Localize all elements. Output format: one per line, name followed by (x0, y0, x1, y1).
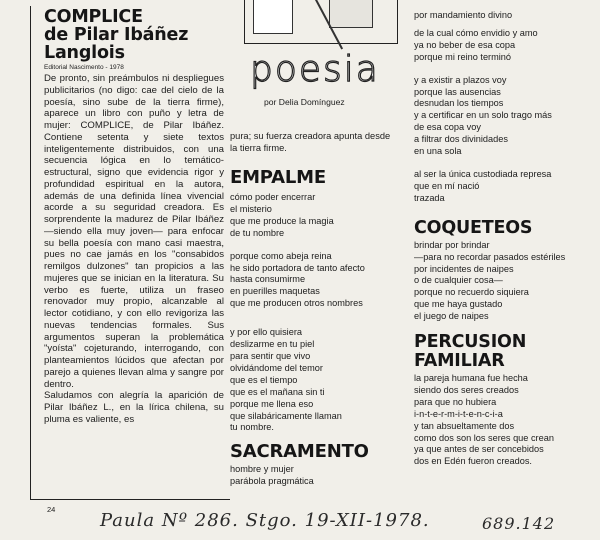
poem-line: en puerilles maquetas (230, 286, 320, 297)
middle-column (230, 131, 400, 499)
poem-line: al ser la única custodiada represa (414, 168, 552, 179)
stanza (414, 28, 594, 64)
book-publisher: Editorial Nascimento - 1978 (44, 64, 124, 71)
window-pane-left (253, 0, 293, 34)
window-pane-right (329, 0, 373, 28)
poem-line: porque no recuerdo siquiera (414, 287, 529, 298)
poem-line: y tan absueltamente dos (414, 420, 515, 431)
stanza (414, 10, 594, 22)
poem-line: desnudan los tiempos (414, 98, 504, 109)
poem-line: de esa copa voy (414, 122, 481, 133)
poem-line: que me haya gustado (414, 299, 503, 310)
poem-line: de la cual cómo envidio y amo (414, 27, 538, 38)
poem-line: tu nombre. (230, 422, 274, 433)
poem-line: hasta consumirme (230, 274, 306, 285)
poem-title-empalme: EMPALME (230, 167, 326, 188)
poem-title-sacramento: SACRAMENTO (230, 441, 369, 463)
poem-line: porque las ausencias (414, 86, 501, 97)
poem-line: y por ello quisiera (230, 327, 303, 338)
poem-line: que es el mañana sin ti (230, 386, 325, 397)
poem-line: siendo dos seres creados (414, 384, 519, 395)
poem-line: porque me llena eso (230, 398, 314, 409)
poem-line: que silabáricamente llaman (230, 410, 342, 421)
poem-line: parábola pragmática (230, 476, 314, 487)
poem-line: ya no beber de esa copa (414, 39, 516, 50)
poem-line: i-n-t-e-r-m-i-t-e-n-c-i-a (414, 408, 503, 419)
poem-line: olvidándome del temor (230, 362, 323, 373)
poem-line: la pareja humana fue hecha (414, 373, 528, 384)
stanza (414, 75, 594, 158)
poem-line: de tu nombre (230, 227, 285, 238)
poem-line: trazada (414, 192, 445, 203)
poem-line: hombre y mujer (230, 464, 294, 475)
poem-line: ya que antes de ser concebidos (414, 444, 544, 455)
handwritten-catalog-code: 689.142 (482, 514, 556, 533)
poem-line: cómo poder encerrar (230, 192, 316, 202)
poem-line: y a existir a plazos voy (414, 74, 507, 85)
review-text: De pronto, sin preámbulos ni despliegues publicitarios (no digo: cae del cielo de la poesía, sino sube de la tierra firme), aparece un libro con puño y letra de mujer: COMPLICE, de Pilar Ibáñez. Contiene setenta y siete textos inteligentemente distribuidos, con una secuencia lógica en lo temático-estructural, signo que evidencia rigor y profundidad espiritual en la autora, además de una definida línea vivencial acorde a su seguridad creadora. Es sorprendente la madurez de Pilar Ibáñez —siendo ella muy joven— para enfocar su bella poesía con mano casi maestra, pues no cae jamás en los "consabidos remilgos dulzones" tan propicios a las mujeres que se inician en la literatura. Su verbo es fuerte, utiliza un fraseo renovador muy propio, alcanzable al lector cotidiano, y con ello revigoriza las nuevas tendencias formales. Sus argumentos superan la problemática "yoísta" cojeturando, interrogando, con planteamientos lúcidos que afectan por parejo a quienes llevan alma y sangre por dentro. Saludamos con alegría la aparición de Pilar Ibáñez L., en la lírica chilena, su pluma es valiente, es (44, 73, 224, 425)
section-title: poesia (250, 49, 380, 90)
handwritten-source-note: Paula Nº 286. Stgo. 19-XII-1978. (100, 510, 430, 531)
poem-line: que en mí nació (414, 180, 480, 191)
window-illustration (244, 0, 398, 44)
book-review-column (44, 8, 224, 426)
page-number: 24 (47, 505, 56, 514)
poem-line: dos en Edén fueron creados. (414, 456, 532, 467)
poem-line: porque mi reino terminó (414, 51, 512, 62)
book-title: COMPLICE de Pilar Ibáñez Langlois (44, 7, 189, 63)
poem-line: he sido portadora de tanto afecto (230, 262, 365, 273)
poem-line: en una sola (414, 146, 462, 157)
poem-line: o de cualquier cosa— (414, 275, 503, 286)
poem-line: porque como abeja reina (230, 250, 332, 261)
right-column (414, 10, 594, 479)
section-author: por Delia Domínguez (264, 97, 345, 107)
poem-line: por mandamiento divino (414, 10, 513, 20)
stanza (230, 327, 400, 434)
stanza (230, 464, 400, 488)
stanza (414, 373, 594, 468)
stanza (230, 251, 400, 311)
poem-line: el juego de naipes (414, 311, 489, 322)
poem-line: para sentir que vivo (230, 350, 311, 361)
poem-title-percusion-familiar: PERCUSION FAMILIAR (414, 332, 527, 372)
poem-title-coqueteos: COQUETEOS (414, 217, 533, 238)
poem-line: brindar por brindar (414, 239, 490, 250)
poem-line: —para no recordar pasados estériles (414, 251, 566, 262)
poem-line: que es el tiempo (230, 374, 298, 385)
poem-line: para que no hubiera (414, 396, 497, 407)
poem-line: que me produce la magia (230, 215, 334, 226)
poem-line: y a certificar en un solo trago más (414, 110, 552, 121)
poem-line: a filtrar dos divinidades (414, 134, 508, 145)
poem-line: como dos son los seres que crean (414, 432, 554, 443)
section-header (244, 0, 398, 112)
stanza (414, 169, 594, 205)
stanza (230, 192, 400, 240)
poem-line: deslizarme en tu piel (230, 339, 315, 350)
stanza (414, 240, 594, 323)
poem-line: por incidentes de naipes (414, 263, 514, 274)
poem-line: que me producen otros nombres (230, 298, 363, 309)
poem-line: el misterio (230, 203, 272, 214)
review-text-continuation: pura; su fuerza creadora apunta desde la tierra firme. (230, 131, 391, 153)
